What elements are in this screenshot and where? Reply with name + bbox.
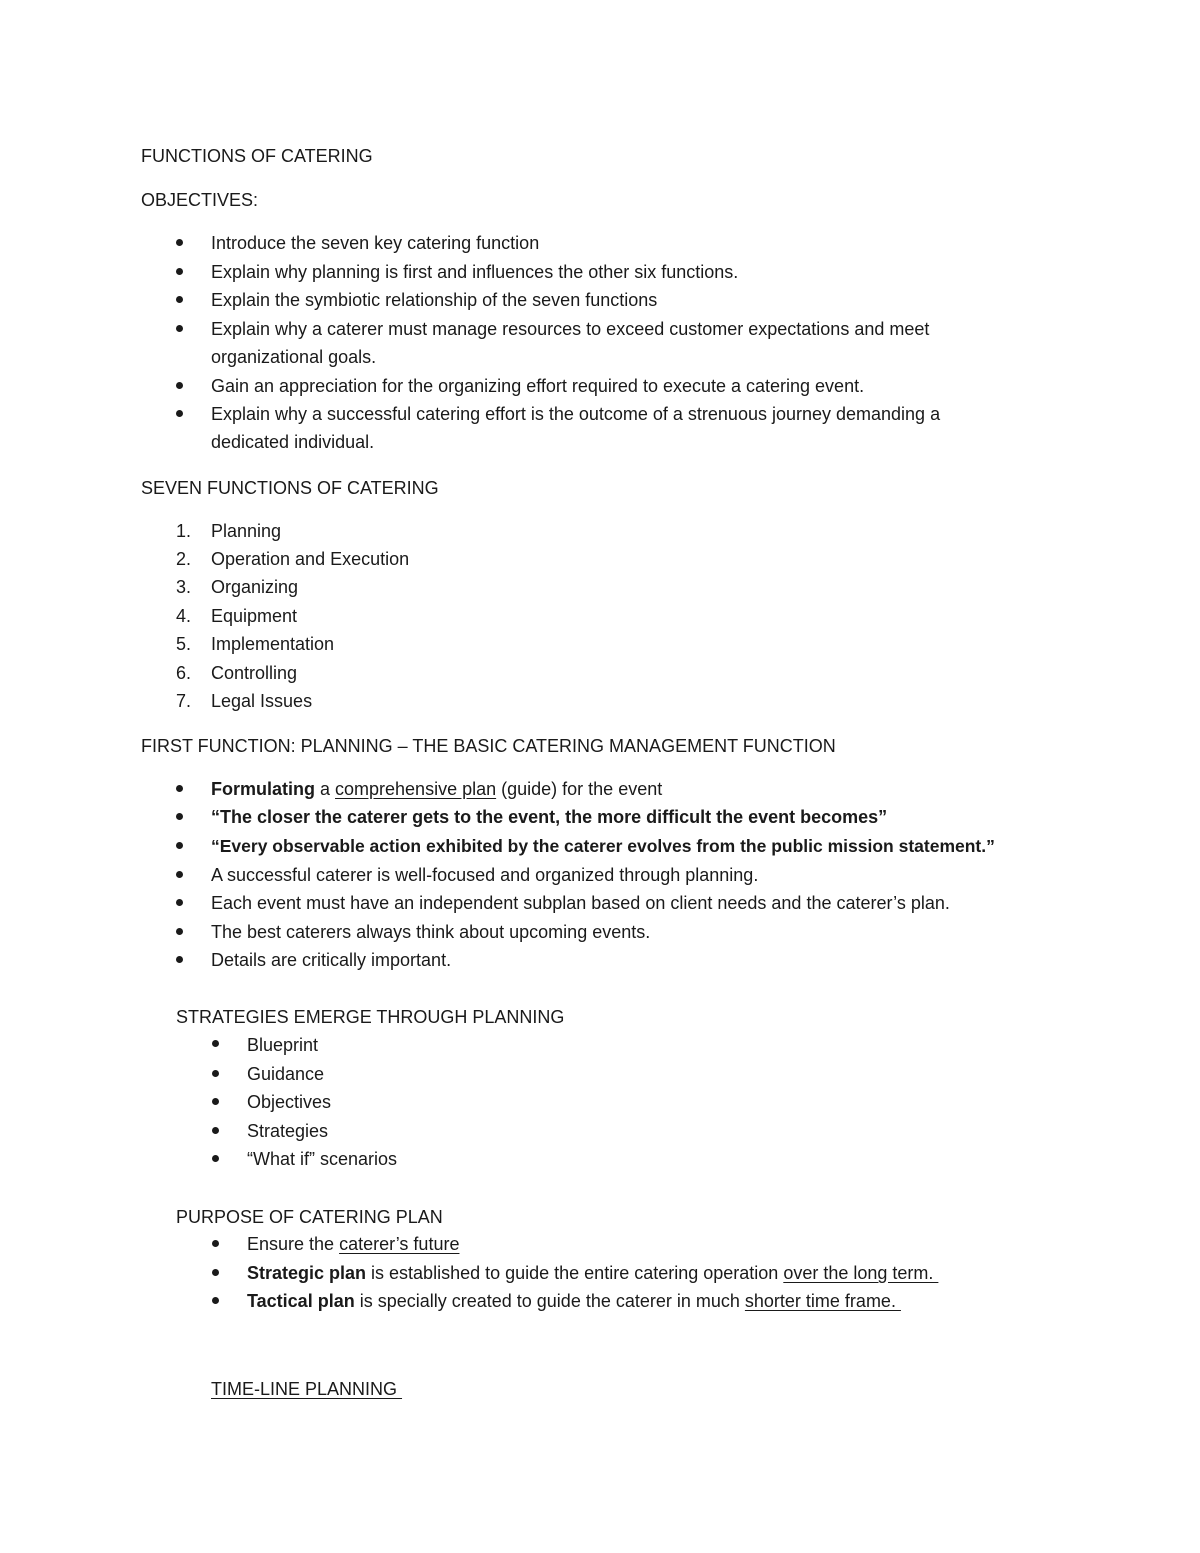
bullet-icon	[176, 268, 183, 275]
purpose-heading: PURPOSE OF CATERING PLAN	[176, 1207, 443, 1227]
strategies-heading: STRATEGIES EMERGE THROUGH PLANNING	[176, 1007, 565, 1027]
strategy-item: Strategies	[247, 1121, 329, 1141]
planning-item-text: a	[315, 779, 336, 799]
bullet-icon	[176, 813, 183, 820]
planning-quote: “The closer the caterer gets to the event, the more difficult the event becomes”	[211, 807, 888, 827]
planning-item-text: (guide) for the event	[496, 779, 663, 799]
bullet-icon	[212, 1127, 219, 1134]
purpose-item-text: is specially created to guide the caterer in much	[354, 1291, 745, 1311]
list-number: 1.	[175, 521, 191, 541]
objective-item: Explain the symbiotic relationship of the seven functions	[211, 290, 658, 310]
list-number: 5.	[175, 634, 191, 654]
strategy-item: “What if” scenarios	[247, 1149, 398, 1169]
bullet-icon	[212, 1155, 219, 1162]
list-number: 3.	[175, 577, 191, 597]
planning-quote: “Every observable action exhibited by the caterer evolves from the public mission statement.”	[211, 836, 995, 856]
bullet-icon	[176, 296, 183, 303]
bullet-icon	[212, 1269, 219, 1276]
bullet-icon	[176, 899, 183, 906]
list-number: 4.	[175, 606, 191, 626]
document-title: FUNCTIONS OF CATERING	[141, 146, 373, 166]
first-function-heading: FIRST FUNCTION: PLANNING – THE BASIC CATERING MANAGEMENT FUNCTION	[141, 736, 836, 756]
objective-item-continued: organizational goals.	[211, 347, 377, 367]
purpose-item-bold: Strategic plan	[247, 1263, 367, 1283]
bullet-icon	[212, 1040, 219, 1047]
seven-functions-heading: SEVEN FUNCTIONS OF CATERING	[141, 478, 439, 498]
bullet-icon	[212, 1070, 219, 1077]
purpose-item	[247, 1233, 459, 1255]
purpose-item-bold: Tactical plan	[247, 1291, 355, 1311]
objective-item: Explain why a successful catering effort is the outcome of a strenuous journey demanding a	[211, 404, 941, 424]
list-number: 2.	[175, 549, 191, 569]
purpose-item-underlined: shorter time frame.	[744, 1291, 901, 1311]
bullet-icon	[176, 842, 183, 849]
objective-item: Gain an appreciation for the organizing effort required to execute a catering event.	[211, 376, 865, 396]
function-item: Planning	[211, 521, 282, 541]
strategy-item: Objectives	[247, 1092, 332, 1112]
strategy-item: Guidance	[247, 1064, 325, 1084]
purpose-item-text: Ensure the	[247, 1234, 340, 1254]
bullet-icon	[176, 382, 183, 389]
bullet-icon	[176, 871, 183, 878]
planning-item-bold: Formulating	[211, 779, 315, 799]
function-item: Operation and Execution	[211, 549, 410, 569]
planning-item: A successful caterer is well-focused and organized through planning.	[211, 865, 759, 885]
purpose-item	[247, 1290, 901, 1312]
objective-item-continued: dedicated individual.	[211, 432, 375, 452]
objectives-heading: OBJECTIVES:	[141, 190, 259, 210]
list-number: 6.	[175, 663, 191, 683]
planning-item	[211, 778, 662, 800]
purpose-item-underlined: over the long term.	[783, 1263, 939, 1283]
purpose-item	[247, 1262, 938, 1284]
objective-item: Introduce the seven key catering function	[211, 233, 540, 253]
purpose-item-underlined: caterer’s future	[339, 1234, 460, 1254]
function-item: Implementation	[211, 634, 335, 654]
planning-item: The best caterers always think about upcoming events.	[211, 922, 651, 942]
planning-item: Each event must have an independent subplan based on client needs and the caterer’s plan.	[211, 893, 950, 913]
timeline-heading: TIME-LINE PLANNING	[211, 1379, 403, 1399]
function-item: Equipment	[211, 606, 298, 626]
bullet-icon	[176, 239, 183, 246]
bullet-icon	[212, 1240, 219, 1247]
bullet-icon	[176, 410, 183, 417]
strategy-item: Blueprint	[247, 1035, 319, 1055]
function-item: Controlling	[211, 663, 298, 683]
bullet-icon	[212, 1297, 219, 1304]
function-item: Organizing	[211, 577, 299, 597]
bullet-icon	[176, 928, 183, 935]
bullet-icon	[176, 785, 183, 792]
bullet-icon	[176, 325, 183, 332]
list-number: 7.	[175, 691, 191, 711]
bullet-icon	[212, 1098, 219, 1105]
purpose-item-text: is established to guide the entire catering operation	[366, 1263, 784, 1283]
objective-item: Explain why a caterer must manage resources to exceed customer expectations and meet	[211, 319, 930, 339]
objective-item: Explain why planning is first and influences the other six functions.	[211, 262, 739, 282]
bullet-icon	[176, 956, 183, 963]
function-item: Legal Issues	[211, 691, 313, 711]
planning-item: Details are critically important.	[211, 950, 452, 970]
planning-item-underlined: comprehensive plan	[335, 779, 497, 799]
